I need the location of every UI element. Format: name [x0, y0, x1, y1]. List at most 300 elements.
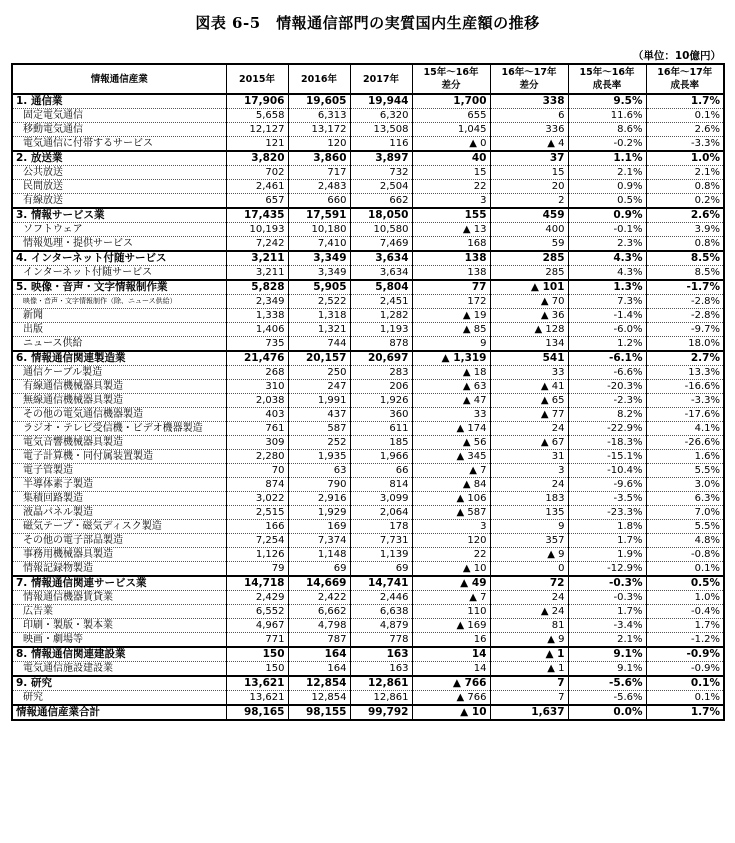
table-row	[12, 380, 724, 394]
table-cell: 2,429	[226, 591, 288, 605]
table-cell: 761	[226, 422, 288, 436]
table-cell: 163	[350, 647, 412, 662]
row-label: その他の電気通信機器製造	[12, 408, 226, 422]
table-cell: 3,022	[226, 492, 288, 506]
table-cell: 3,634	[350, 266, 412, 281]
category-row	[12, 280, 724, 295]
table-cell: ▲ 84	[412, 478, 490, 492]
row-label: 有線放送	[12, 194, 226, 209]
table-cell: ▲ 63	[412, 380, 490, 394]
table-cell: 63	[288, 464, 350, 478]
table-cell: 10,180	[288, 223, 350, 237]
table-cell: 81	[490, 619, 568, 633]
table-cell: ▲ 7	[412, 591, 490, 605]
table-cell: 735	[226, 337, 288, 352]
table-cell: 120	[288, 137, 350, 152]
table-cell: 185	[350, 436, 412, 450]
table-cell: 1.7%	[568, 605, 646, 619]
table-cell: 3.9%	[646, 223, 724, 237]
table-cell: 1,926	[350, 394, 412, 408]
table-cell: 2	[490, 194, 568, 209]
row-label: ニュース供給	[12, 337, 226, 352]
row-label: 電気通信施設建設業	[12, 662, 226, 677]
column-header: 16年～17年 成長率	[646, 64, 724, 94]
table-cell: 77	[412, 280, 490, 295]
table-cell: 247	[288, 380, 350, 394]
table-cell: 1,338	[226, 309, 288, 323]
table-cell: 4.8%	[646, 534, 724, 548]
table-row	[12, 691, 724, 706]
table-row	[12, 295, 724, 309]
table-cell: -1.7%	[646, 280, 724, 295]
table-cell: 2.6%	[646, 208, 724, 223]
table-cell: 19,605	[288, 94, 350, 109]
table-cell: ▲ 345	[412, 450, 490, 464]
table-cell: 0.5%	[568, 194, 646, 209]
category-row	[12, 676, 724, 691]
row-label: 情報通信機器賃貸業	[12, 591, 226, 605]
table-cell: 1.7%	[568, 534, 646, 548]
table-cell: ▲ 766	[412, 691, 490, 706]
table-cell: -22.9%	[568, 422, 646, 436]
table-cell: 59	[490, 237, 568, 252]
table-cell: 1,991	[288, 394, 350, 408]
table-row	[12, 492, 724, 506]
table-cell: -3.5%	[568, 492, 646, 506]
table-cell: ▲ 24	[490, 605, 568, 619]
table-cell: 3,349	[288, 251, 350, 266]
category-row	[12, 208, 724, 223]
table-cell: 19,944	[350, 94, 412, 109]
column-header: 16年～17年 差分	[490, 64, 568, 94]
table-cell: 1,700	[412, 94, 490, 109]
table-cell: 1.7%	[646, 705, 724, 720]
table-cell: ▲ 41	[490, 380, 568, 394]
table-cell: -0.4%	[646, 605, 724, 619]
table-row	[12, 408, 724, 422]
table-cell: 2.1%	[646, 166, 724, 180]
row-label: 情報通信産業合計	[12, 705, 226, 720]
table-cell: 3,099	[350, 492, 412, 506]
table-row	[12, 366, 724, 380]
table-cell: 150	[226, 662, 288, 677]
table-row	[12, 180, 724, 194]
table-cell: -12.9%	[568, 562, 646, 577]
table-cell: 778	[350, 633, 412, 648]
row-label: 7. 情報通信関連サービス業	[12, 576, 226, 591]
row-label: 無線通信機械器具製造	[12, 394, 226, 408]
table-cell: 0.1%	[646, 109, 724, 123]
table-cell: 2.7%	[646, 351, 724, 366]
table-cell: 8.6%	[568, 123, 646, 137]
table-cell: 6	[490, 109, 568, 123]
table-cell: 4,879	[350, 619, 412, 633]
table-cell: 662	[350, 194, 412, 209]
table-cell: 657	[226, 194, 288, 209]
table-cell: 0.1%	[646, 691, 724, 706]
table-cell: ▲ 1,319	[412, 351, 490, 366]
table-cell: 69	[350, 562, 412, 577]
table-cell: 0.2%	[646, 194, 724, 209]
table-row	[12, 436, 724, 450]
table-cell: 1,282	[350, 309, 412, 323]
row-label: 研究	[12, 691, 226, 706]
table-cell: 587	[288, 422, 350, 436]
table-cell: 0.5%	[646, 576, 724, 591]
table-cell: 20	[490, 180, 568, 194]
table-cell: 0.9%	[568, 208, 646, 223]
table-cell: 3.0%	[646, 478, 724, 492]
table-cell: 6,313	[288, 109, 350, 123]
table-cell: 2.6%	[646, 123, 724, 137]
table-cell: -0.8%	[646, 548, 724, 562]
category-row	[12, 94, 724, 109]
table-cell: 2,504	[350, 180, 412, 194]
table-cell: 7.3%	[568, 295, 646, 309]
table-cell: ▲ 49	[412, 576, 490, 591]
table-cell: 3,897	[350, 151, 412, 166]
table-cell: 18,050	[350, 208, 412, 223]
row-label: 新聞	[12, 309, 226, 323]
table-cell: 7,242	[226, 237, 288, 252]
table-cell: 99,792	[350, 705, 412, 720]
table-row	[12, 562, 724, 577]
table-row	[12, 323, 724, 337]
table-cell: 2,349	[226, 295, 288, 309]
table-cell: ▲ 10	[412, 562, 490, 577]
table-cell: 0.1%	[646, 562, 724, 577]
table-cell: 1,318	[288, 309, 350, 323]
row-label: 2. 放送業	[12, 151, 226, 166]
table-cell: 12,861	[350, 691, 412, 706]
table-cell: 110	[412, 605, 490, 619]
table-cell: 16	[412, 633, 490, 648]
row-label: 移動電気通信	[12, 123, 226, 137]
table-cell: 0.8%	[646, 237, 724, 252]
table-cell: 1,045	[412, 123, 490, 137]
table-cell: -2.3%	[568, 394, 646, 408]
table-cell: 3	[490, 464, 568, 478]
table-cell: 98,155	[288, 705, 350, 720]
row-label: 印刷・製版・製本業	[12, 619, 226, 633]
row-label: 電子計算機・同付属装置製造	[12, 450, 226, 464]
table-row	[12, 422, 724, 436]
table-cell: 5,804	[350, 280, 412, 295]
table-cell: 2,483	[288, 180, 350, 194]
row-label: 3. 情報サービス業	[12, 208, 226, 223]
table-cell: -6.6%	[568, 366, 646, 380]
table-cell: 8.5%	[646, 266, 724, 281]
table-cell: ▲ 9	[490, 548, 568, 562]
table-cell: 1,139	[350, 548, 412, 562]
table-cell: ▲ 169	[412, 619, 490, 633]
table-cell: 1.0%	[646, 151, 724, 166]
table-cell: 116	[350, 137, 412, 152]
table-cell: 2,522	[288, 295, 350, 309]
table-cell: 400	[490, 223, 568, 237]
table-cell: ▲ 56	[412, 436, 490, 450]
table-cell: 24	[490, 422, 568, 436]
table-cell: -17.6%	[646, 408, 724, 422]
table-cell: ▲ 1	[490, 647, 568, 662]
table-cell: 13,621	[226, 691, 288, 706]
table-cell: 814	[350, 478, 412, 492]
table-cell: 1.9%	[568, 548, 646, 562]
table-cell: 7,731	[350, 534, 412, 548]
table-cell: 8.5%	[646, 251, 724, 266]
table-cell: 336	[490, 123, 568, 137]
table-cell: 15	[490, 166, 568, 180]
table-cell: 787	[288, 633, 350, 648]
table-cell: 655	[412, 109, 490, 123]
table-row	[12, 166, 724, 180]
table-cell: 20,157	[288, 351, 350, 366]
table-row	[12, 223, 724, 237]
table-row	[12, 548, 724, 562]
table-row	[12, 506, 724, 520]
table-cell: 732	[350, 166, 412, 180]
table-cell: 1,966	[350, 450, 412, 464]
row-label: 電気音響機械器具製造	[12, 436, 226, 450]
table-cell: 309	[226, 436, 288, 450]
table-cell: 13.3%	[646, 366, 724, 380]
table-cell: 3,634	[350, 251, 412, 266]
column-header: 情報通信産業	[12, 64, 226, 94]
table-cell: 1,637	[490, 705, 568, 720]
table-cell: 5,658	[226, 109, 288, 123]
table-row	[12, 137, 724, 152]
table-cell: 3,860	[288, 151, 350, 166]
table-cell: 3,820	[226, 151, 288, 166]
table-cell: 98,165	[226, 705, 288, 720]
row-label: 通信ケーブル製造	[12, 366, 226, 380]
table-cell: -6.0%	[568, 323, 646, 337]
table-cell: 0	[490, 562, 568, 577]
table-row	[12, 534, 724, 548]
table-cell: 14,741	[350, 576, 412, 591]
table-cell: 0.1%	[646, 676, 724, 691]
table-cell: 72	[490, 576, 568, 591]
table-cell: 7,469	[350, 237, 412, 252]
table-row	[12, 109, 724, 123]
row-label: 民間放送	[12, 180, 226, 194]
table-cell: 1.1%	[568, 151, 646, 166]
table-cell: 2,280	[226, 450, 288, 464]
table-cell: 33	[490, 366, 568, 380]
table-cell: ▲ 70	[490, 295, 568, 309]
table-cell: 1.2%	[568, 337, 646, 352]
category-row	[12, 151, 724, 166]
category-row	[12, 351, 724, 366]
table-cell: 135	[490, 506, 568, 520]
table-cell: 2,038	[226, 394, 288, 408]
table-cell: 1.8%	[568, 520, 646, 534]
table-cell: 13,621	[226, 676, 288, 691]
table-cell: 12,854	[288, 676, 350, 691]
table-cell: 183	[490, 492, 568, 506]
table-cell: 12,127	[226, 123, 288, 137]
table-row	[12, 123, 724, 137]
table-cell: 7	[490, 691, 568, 706]
table-cell: ▲ 766	[412, 676, 490, 691]
table-cell: 2,422	[288, 591, 350, 605]
column-header: 15年～16年 差分	[412, 64, 490, 94]
table-cell: -6.1%	[568, 351, 646, 366]
table-cell: ▲ 36	[490, 309, 568, 323]
table-cell: 1,148	[288, 548, 350, 562]
table-cell: 1,406	[226, 323, 288, 337]
table-cell: 5.5%	[646, 520, 724, 534]
table-row	[12, 309, 724, 323]
table-cell: -3.3%	[646, 137, 724, 152]
table-cell: 7.0%	[646, 506, 724, 520]
row-label: 映像・音声・文字情報制作（除、ニュース供給）	[12, 295, 226, 309]
table-cell: -0.9%	[646, 647, 724, 662]
category-row	[12, 576, 724, 591]
row-label: 出版	[12, 323, 226, 337]
table-cell: 874	[226, 478, 288, 492]
table-cell: 611	[350, 422, 412, 436]
table-cell: 138	[412, 251, 490, 266]
table-cell: 14	[412, 662, 490, 677]
table-cell: 1.6%	[646, 450, 724, 464]
table-cell: 164	[288, 662, 350, 677]
table-cell: 702	[226, 166, 288, 180]
table-cell: ▲ 10	[412, 705, 490, 720]
table-cell: ▲ 65	[490, 394, 568, 408]
table-cell: 7	[490, 676, 568, 691]
table-cell: 285	[490, 251, 568, 266]
table-cell: 660	[288, 194, 350, 209]
table-cell: 1,321	[288, 323, 350, 337]
table-cell: 5.5%	[646, 464, 724, 478]
table-cell: ▲ 9	[490, 633, 568, 648]
table-cell: 40	[412, 151, 490, 166]
table-row	[12, 394, 724, 408]
table-cell: 79	[226, 562, 288, 577]
row-label: 情報記録物製造	[12, 562, 226, 577]
table-cell: 3	[412, 194, 490, 209]
table-cell: -0.3%	[568, 576, 646, 591]
table-cell: 6,638	[350, 605, 412, 619]
table-cell: -0.3%	[568, 591, 646, 605]
row-label: 情報処理・提供サービス	[12, 237, 226, 252]
table-cell: 1,929	[288, 506, 350, 520]
table-cell: 2,461	[226, 180, 288, 194]
table-cell: -9.6%	[568, 478, 646, 492]
column-header: 2015年	[226, 64, 288, 94]
table-cell: 17,591	[288, 208, 350, 223]
table-cell: 2.3%	[568, 237, 646, 252]
table-cell: 206	[350, 380, 412, 394]
table-cell: 172	[412, 295, 490, 309]
table-row	[12, 520, 724, 534]
table-cell: 69	[288, 562, 350, 577]
table-cell: 164	[288, 647, 350, 662]
table-cell: 14	[412, 647, 490, 662]
table-cell: 7,374	[288, 534, 350, 548]
table-cell: 360	[350, 408, 412, 422]
row-label: 電子管製造	[12, 464, 226, 478]
row-label: ラジオ・テレビ受信機・ビデオ機器製造	[12, 422, 226, 436]
table-row	[12, 266, 724, 281]
row-label: 8. 情報通信関連建設業	[12, 647, 226, 662]
table-row	[12, 450, 724, 464]
table-row	[12, 464, 724, 478]
table-cell: 1,935	[288, 450, 350, 464]
table-cell: 771	[226, 633, 288, 648]
table-cell: 1.0%	[646, 591, 724, 605]
column-header: 2016年	[288, 64, 350, 94]
table-cell: 4.3%	[568, 266, 646, 281]
table-cell: 12,861	[350, 676, 412, 691]
table-cell: 0.9%	[568, 180, 646, 194]
table-cell: 5,828	[226, 280, 288, 295]
table-cell: 24	[490, 478, 568, 492]
table-cell: -3.4%	[568, 619, 646, 633]
table-cell: 22	[412, 548, 490, 562]
table-cell: 13,172	[288, 123, 350, 137]
table-row	[12, 237, 724, 252]
table-cell: 878	[350, 337, 412, 352]
table-cell: ▲ 174	[412, 422, 490, 436]
table-cell: ▲ 67	[490, 436, 568, 450]
table-cell: ▲ 128	[490, 323, 568, 337]
table-cell: 15	[412, 166, 490, 180]
table-cell: 9.1%	[568, 662, 646, 677]
row-label: 有線通信機械器具製造	[12, 380, 226, 394]
table-cell: 20,697	[350, 351, 412, 366]
table-cell: 7,254	[226, 534, 288, 548]
unit-label: （単位：10億円）	[632, 50, 721, 62]
table-cell: -1.4%	[568, 309, 646, 323]
table-cell: 0.8%	[646, 180, 724, 194]
table-cell: 3,211	[226, 266, 288, 281]
table-cell: 0.0%	[568, 705, 646, 720]
table-cell: 4.1%	[646, 422, 724, 436]
table-cell: ▲ 106	[412, 492, 490, 506]
table-cell: -5.6%	[568, 676, 646, 691]
table-cell: 11.6%	[568, 109, 646, 123]
table-cell: 13,508	[350, 123, 412, 137]
table-cell: 285	[490, 266, 568, 281]
production-table	[11, 63, 725, 721]
row-label: インターネット付随サービス	[12, 266, 226, 281]
table-cell: -0.2%	[568, 137, 646, 152]
table-cell: ▲ 101	[490, 280, 568, 295]
row-label: 1. 通信業	[12, 94, 226, 109]
table-cell: 9	[412, 337, 490, 352]
table-cell: -20.3%	[568, 380, 646, 394]
table-cell: 150	[226, 647, 288, 662]
table-cell: 3	[412, 520, 490, 534]
table-cell: 338	[490, 94, 568, 109]
table-cell: 250	[288, 366, 350, 380]
table-cell: 2,916	[288, 492, 350, 506]
table-cell: -1.2%	[646, 633, 724, 648]
table-cell: 9	[490, 520, 568, 534]
table-row	[12, 591, 724, 605]
table-cell: 252	[288, 436, 350, 450]
table-cell: 2,451	[350, 295, 412, 309]
table-cell: 9.5%	[568, 94, 646, 109]
table-row	[12, 605, 724, 619]
table-cell: -15.1%	[568, 450, 646, 464]
table-cell: 138	[412, 266, 490, 281]
table-cell: 2,515	[226, 506, 288, 520]
category-row	[12, 647, 724, 662]
table-cell: -5.6%	[568, 691, 646, 706]
